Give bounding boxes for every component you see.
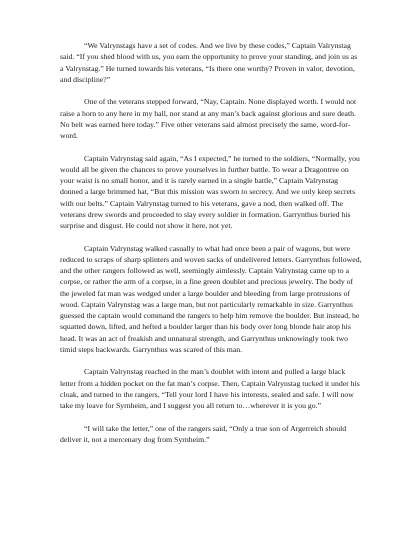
paragraph: Captain Valrynstag said again, “As I expected,” he turned to the soldiers, “Normally, you would all be given the chances to prove yourselves in further battle. To wear a Dragontree on your waist is no small honor, and it is rarely earned in a single battle,” Captain Valrynstag donned a large brimmed hat, “But this mission was sworn to secrecy. And we only keep secrets with our belts.” Captain Valrynstag turned to his veterans, gave a nod, then walked off. The veterans drew swords and proceeded to slay every soldier in formation. Garrynthus buried his surprise and disgust. He could not show it here, not yet. [60, 153, 360, 230]
document-body [60, 40, 362, 445]
paragraph: Captain Valrynstag walked casually to what had once been a pair of wagons, but were reduced to scraps of sharp splinters and woven sacks of undelivered letters. Garrynthus followed, and the other rangers followed as well, seemingly aimlessly. Captain Valrynstag came up to a corpse, or rather the arm of a corpse, in a fine green doublet and precious jewelry. The body of the jeweled fat man was wedged under a large boulder and bleeding from large protrusions of wood. Captain Valrynstag was a large man, but not particularly remarkable in size. Garrynthus guessed the captain would command the rangers to help him remove the boulder. But instead, he squatted down, lifted, and hefted a boulder larger than his body over long blonde hair atop his head. It was an act of freakish and unnatural strength, and Garrynthus unknowingly took two timid steps backwards. Garrynthus was scared of this man. [60, 243, 362, 354]
paragraph: “I will take the letter,” one of the rangers said, “Only a true son of Argerreich should deliver it, not a mercenary dog from Syrnheim.” [60, 423, 347, 444]
paragraph: Captain Valrynstag reached in the man’s doublet with intent and pulled a large black letter from a hidden pocket on the fat man’s corpse. Then, Captain Valrynstag tucked it under his cloak, and turned to the rangers, “Tell your lord I have his interests, sealed and safe. I will now take my leave for Syrnheim, and I suggest you all return to…wherever it is you go.” [60, 367, 360, 410]
paragraph: “We Valrynstags have a set of codes. And we live by these codes,” Captain Valrynstag said. “If you shed blood with us, you earn the opportunity to prove your standing, and join us as a Valrynstag.” He turned towards his veterans, “Is there one worthy? Proven in valor, devotion, and discipline?” [60, 41, 358, 84]
paragraph: One of the veterans stepped forward, “Nay, Captain. None displayed worth. I would not raise a horn to any here in my hall, nor stand at any man’s back against glorious and sure death. No belt was earned here today.” Five other veterans said almost precisely the same, word-for-word. [60, 97, 357, 140]
